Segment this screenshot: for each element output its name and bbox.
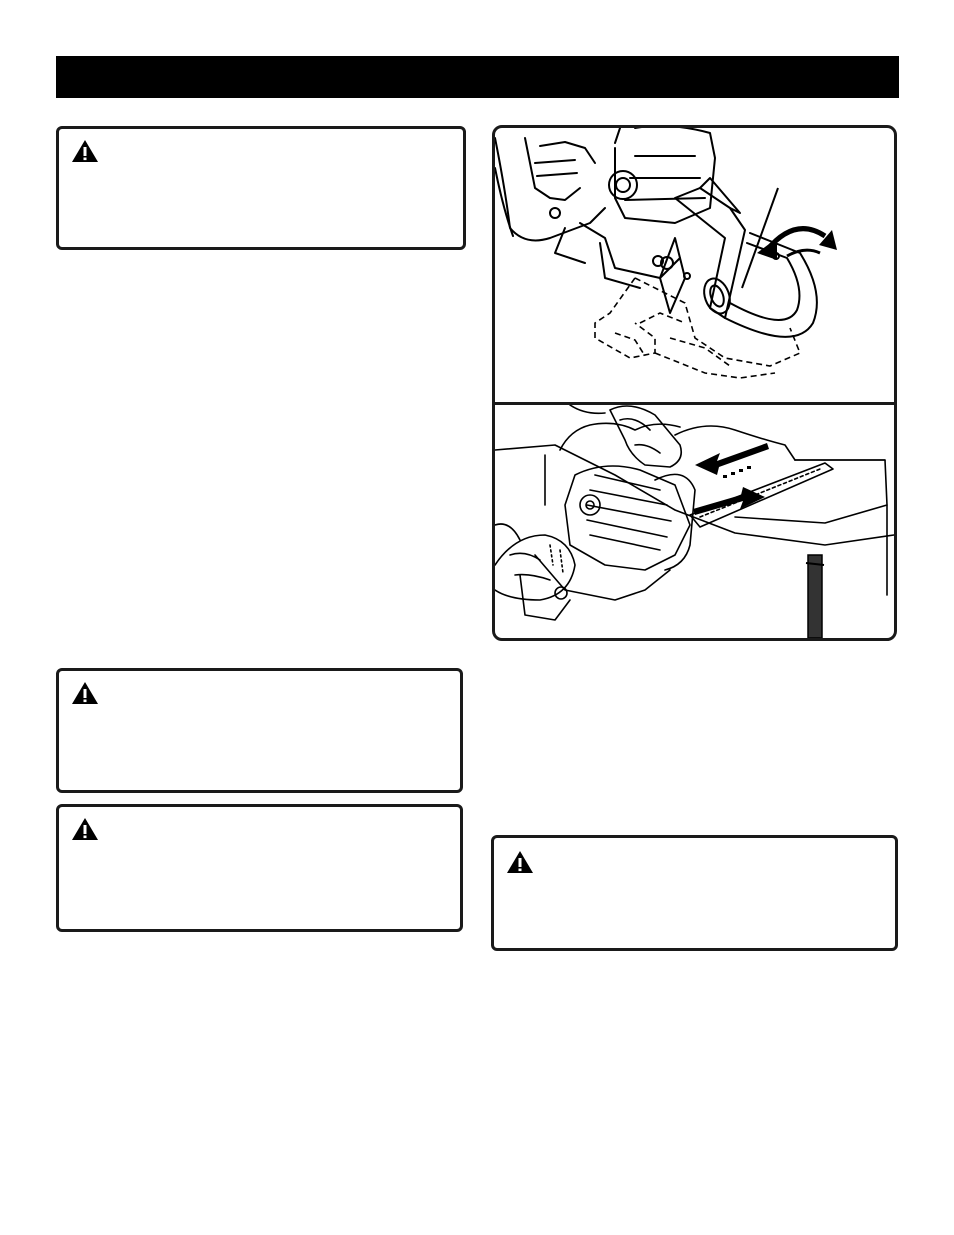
warning-box-1 (56, 126, 466, 250)
warning-triangle-icon (506, 850, 534, 874)
warning-box-4 (491, 835, 898, 951)
warning-triangle-icon (71, 817, 99, 841)
hedge-post (808, 555, 822, 638)
warning-box-3 (56, 804, 463, 932)
warning-triangle-icon (71, 139, 99, 163)
warning-triangle-icon (71, 681, 99, 705)
warning-box-2 (56, 668, 463, 793)
rotate-arrow-icon (757, 229, 837, 260)
illustration-handle-rotation (495, 128, 894, 402)
illustration-hedge-trimming (495, 405, 894, 638)
callout-line (742, 188, 778, 288)
figure-frame (492, 125, 897, 641)
double-arrow-icon (693, 443, 769, 515)
section-header-bar (56, 56, 899, 98)
